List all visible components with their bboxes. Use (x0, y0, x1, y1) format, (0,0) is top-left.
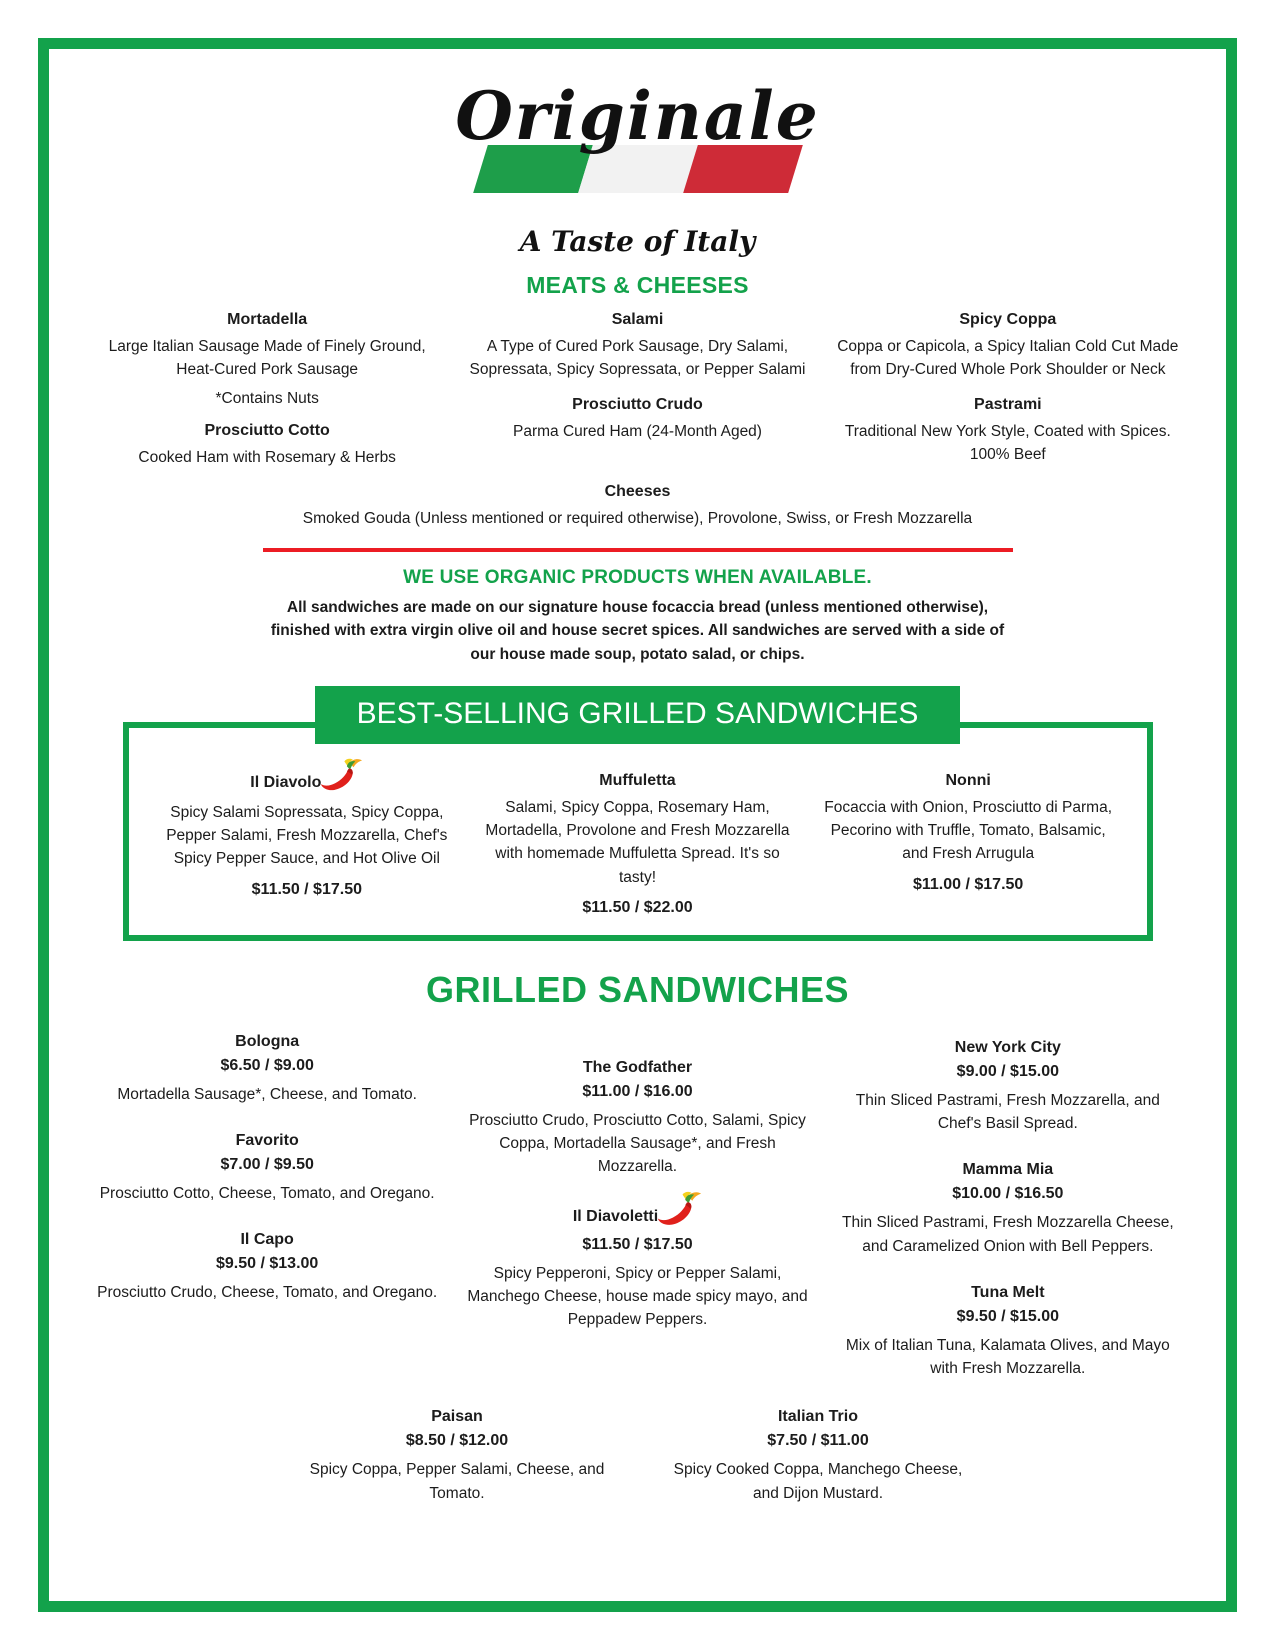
item-price: $6.50 / $9.00 (220, 1056, 314, 1074)
menu-item-il-capo (95, 1231, 439, 1304)
logo-title: Originale (455, 77, 820, 155)
item-note: *Contains Nuts (215, 389, 319, 407)
meats-grid (95, 311, 1180, 483)
grilled-bottom-row (95, 1408, 1180, 1531)
menu-item-prosciutto-cotto (95, 422, 439, 469)
item-name: Cheeses (604, 482, 671, 500)
grilled-column-3 (836, 1039, 1180, 1407)
item-name: Prosciutto Crudo (572, 395, 703, 413)
item-desc: A Type of Cured Pork Sausage, Dry Salami, Sopressata, Spicy Sopressata, or Pepper Salami (469, 338, 806, 379)
intro-text: All sandwiches are made on our signature house focaccia bread (unless mentioned otherwise), finished with extra virgin olive oil and house secret spices. All sandwiches are served with a side of our house made soup, potato salad, or chips. (270, 599, 1005, 663)
menu-item-the-godfather (465, 1059, 809, 1179)
best-selling-banner-label: BEST-SELLING GRILLED SANDWICHES (356, 696, 919, 730)
item-desc: Focaccia with Onion, Prosciutto di Parma, Pecorino with Truffle, Tomato, Balsamic, and Fresh Arrugula (824, 798, 1113, 863)
item-desc: Prosciutto Crudo, Cheese, Tomato, and Oregano. (97, 1284, 438, 1302)
menu-item-spicy-coppa (836, 311, 1180, 382)
item-price: $11.50 / $17.50 (582, 1235, 693, 1253)
chili-pepper-icon (656, 1191, 702, 1230)
grilled-column-1 (95, 1033, 439, 1407)
item-name: Nonni (945, 771, 991, 789)
meats-column-2 (465, 311, 809, 483)
logo (95, 63, 1180, 221)
grilled-sandwiches-heading: GRILLED SANDWICHES (426, 968, 849, 1010)
item-name (155, 772, 460, 795)
item-desc: Smoked Gouda (Unless mentioned or required otherwise), Provolone, Swiss, or Fresh Mozzarella (302, 509, 973, 527)
item-desc: Prosciutto Crudo, Prosciutto Cotto, Salami, Spicy Coppa, Mortadella Sausage*, and Fresh Mozzarella. (469, 1111, 806, 1176)
item-desc: Spicy Salami Sopressata, Spicy Coppa, Pepper Salami, Fresh Mozzarella, Chef's Spicy Pepper Sauce, and Hot Olive Oil (166, 803, 448, 868)
menu-item-muffuletta (485, 772, 790, 917)
item-price: $11.50 / $22.00 (582, 898, 693, 916)
item-name: Favorito (235, 1132, 299, 1149)
item-name: New York City (954, 1038, 1061, 1056)
organic-headline: WE USE ORGANIC PRODUCTS WHEN AVAILABLE. (403, 567, 872, 588)
item-desc: Large Italian Sausage Made of Finely Ground, Heat-Cured Pork Sausage (108, 338, 426, 379)
meats-column-1 (95, 311, 439, 483)
item-price: $7.50 / $11.00 (767, 1432, 869, 1450)
item-desc: Mix of Italian Tuna, Kalamata Olives, and Mayo with Fresh Mozzarella. (845, 1336, 1170, 1377)
item-name-label: Il Diavoletti (572, 1208, 659, 1225)
item-price: $8.50 / $12.00 (405, 1432, 509, 1450)
item-desc: Spicy Pepperoni, Spicy or Pepper Salami, Manchego Cheese, house made spicy mayo, and Peppadew Peppers. (467, 1264, 808, 1328)
item-desc: Cooked Ham with Rosemary & Herbs (138, 448, 396, 466)
item-desc: Mortadella Sausage*, Cheese, and Tomato. (117, 1085, 417, 1103)
item-desc: Spicy Coppa, Pepper Salami, Cheese, and Tomato. (309, 1461, 605, 1502)
item-desc: Salami, Spicy Coppa, Rosemary Ham, Mortadella, Provolone and Fresh Mozzarella with homemade Muffuletta Spread. It's so tasty! (485, 798, 790, 886)
logo-tagline: A Taste of Italy (519, 225, 756, 258)
item-name (465, 1205, 809, 1230)
menu-item-mamma-mia (836, 1161, 1180, 1258)
item-name: The Godfather (582, 1058, 693, 1076)
best-selling-box (123, 722, 1153, 941)
grilled-grid (95, 1033, 1180, 1407)
best-selling-grid (155, 772, 1121, 917)
menu-item-italian-trio (661, 1408, 976, 1505)
menu-item-bologna (95, 1033, 439, 1106)
item-name: Il Capo (240, 1231, 294, 1249)
page-border-frame (38, 38, 1237, 1612)
item-price: $9.50 / $15.00 (956, 1307, 1059, 1325)
item-name: Tuna Melt (971, 1283, 1045, 1301)
item-name: Prosciutto Cotto (204, 421, 330, 439)
item-name: Italian Trio (777, 1408, 858, 1426)
item-price: $10.00 / $16.50 (952, 1185, 1064, 1203)
item-price: $11.50 / $17.50 (251, 880, 362, 898)
menu-item-nonni (816, 772, 1121, 917)
red-divider (263, 548, 1013, 552)
item-name: Spicy Coppa (959, 311, 1057, 328)
item-name: Pastrami (974, 395, 1042, 413)
item-name: Mamma Mia (962, 1161, 1054, 1179)
item-name: Salami (611, 311, 664, 328)
menu-item-new-york-city (836, 1039, 1180, 1136)
menu-item-cheeses (298, 483, 978, 530)
chili-pepper-icon (319, 758, 363, 795)
item-desc: Thin Sliced Pastrami, Fresh Mozzarella Cheese, and Caramelized Onion with Bell Peppers. (842, 1214, 1174, 1255)
meats-column-3 (836, 311, 1180, 483)
menu-item-prosciutto-crudo (465, 396, 809, 443)
item-price: $11.00 / $17.50 (912, 875, 1024, 893)
menu-item-favorito (95, 1132, 439, 1205)
item-desc: Parma Cured Ham (24-Month Aged) (513, 422, 762, 440)
item-desc: Coppa or Capicola, a Spicy Italian Cold Cut Made from Dry-Cured Whole Pork Shoulder or Neck (837, 338, 1179, 379)
menu-item-pastrami (836, 396, 1180, 467)
item-desc: Thin Sliced Pastrami, Fresh Mozzarella, and Chef's Basil Spread. (855, 1091, 1160, 1132)
item-price: $7.00 / $9.50 (220, 1156, 314, 1173)
item-name: Muffuletta (599, 771, 676, 789)
item-name: Bologna (235, 1032, 300, 1050)
best-selling-banner (315, 686, 960, 744)
menu-item-tuna-melt (836, 1284, 1180, 1381)
item-desc: Traditional New York Style, Coated with Spices. 100% Beef (844, 422, 1171, 463)
menu-item-salami (465, 311, 809, 382)
item-name: Paisan (431, 1408, 483, 1426)
item-desc: Spicy Cooked Coppa, Manchego Cheese, and Dijon Mustard. (673, 1461, 963, 1502)
meats-cheeses-heading: MEATS & CHEESES (526, 272, 749, 298)
item-name-label: Il Diavolo (250, 774, 322, 792)
item-price: $11.00 / $16.00 (582, 1082, 693, 1100)
menu-item-mortadella (95, 311, 439, 408)
item-price: $9.00 / $15.00 (956, 1062, 1059, 1080)
menu-item-il-diavoletti (465, 1205, 809, 1332)
item-name: Mortadella (227, 311, 308, 328)
item-desc: Prosciutto Cotto, Cheese, Tomato, and Oregano. (99, 1185, 435, 1202)
menu-item-il-diavolo (155, 772, 460, 917)
item-price: $9.50 / $13.00 (216, 1255, 319, 1273)
menu-item-paisan (300, 1408, 615, 1505)
grilled-column-2 (465, 1059, 809, 1407)
